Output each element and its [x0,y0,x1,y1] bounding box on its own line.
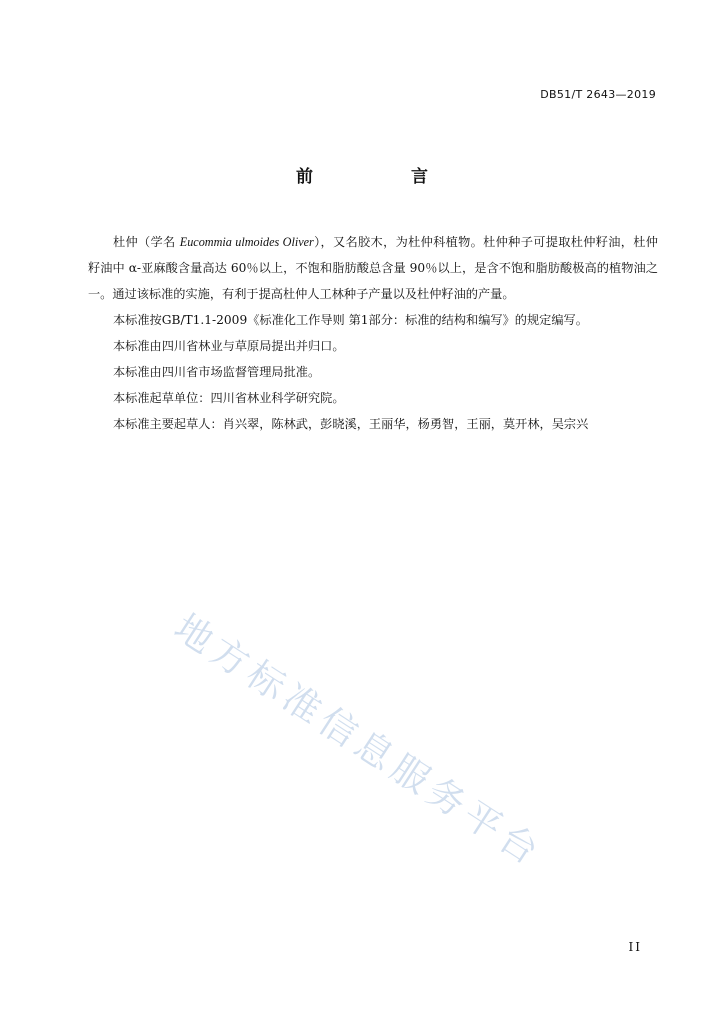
paragraph-drafting-unit: 本标准起草单位：四川省林业科学研究院。 [113,391,345,405]
paragraph-intro [88,229,658,307]
document-body [88,229,658,437]
paragraph-drafting-rules: 本标准按GB/T1.1-2009《标准化工作导则 第1部分：标准的结构和编写》的规定编写。 [113,313,588,327]
intro-text-rest: ），又名胶木，为杜仲科植物。杜仲种子可提取杜仲籽油，杜仲籽油中 α-亚麻酸含量高达 60％以上，不饱和脂肪酸总含量 90％以上，是含不饱和脂肪酸极高的植物油之一。通过该标准的实施，有利于提高杜仲人工林种子产量以及杜仲籽油的产量。 [88,235,658,301]
watermark-text: 地方标准信息服务平台 [166,605,551,876]
page-title: 前 言 [296,167,474,187]
latin-name: Eucommia ulmoides Oliver [179,235,314,249]
paragraph-proposer: 本标准由四川省林业与草原局提出并归口。 [113,339,345,353]
intro-text-start: 杜仲（学名 [113,235,180,249]
page-number: II [628,940,642,954]
paragraph-approver: 本标准由四川省市场监督管理局批准。 [113,365,321,379]
document-code: DB51/T 2643—2019 [540,88,656,101]
paragraph-drafters: 本标准主要起草人：肖兴翠，陈林武，彭晓溪，王丽华，杨勇智，王丽，莫开林，吴宗兴 [113,417,589,431]
